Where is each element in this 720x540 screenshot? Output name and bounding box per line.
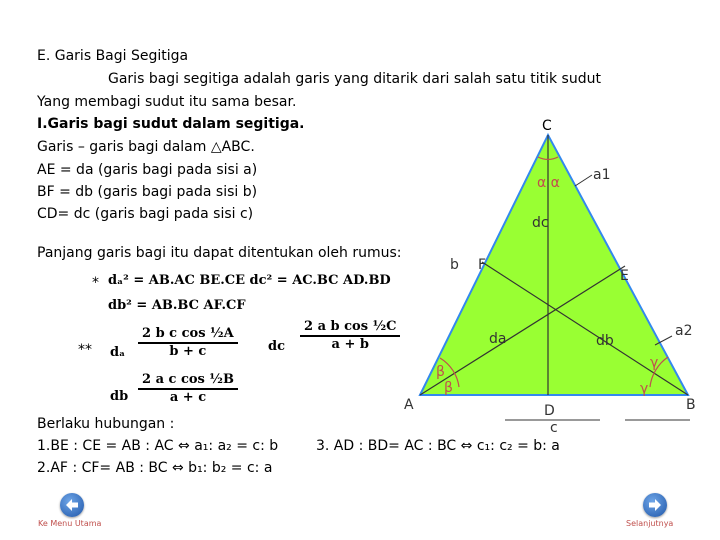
relation-2: 2.AF : CF= AB : BC ⇔ b₁: b₂ = c: a [37, 460, 273, 476]
description-line-4: CD= dc (garis bagi pada sisi c) [37, 206, 254, 222]
vertex-b-label: B [686, 397, 696, 413]
description-line-2: AE = da (garis bagi pada sisi a) [37, 162, 258, 178]
formula-star-1: * [92, 275, 99, 291]
formula-dc-numerator: 2 a b cos ½C [300, 319, 400, 337]
vertex-a-label: A [404, 397, 414, 413]
segment-b-label: b [450, 257, 459, 273]
angle-beta-label-2: β [444, 380, 453, 396]
formula-da-label: dₐ [110, 345, 126, 360]
bisector-dc-label: dc [532, 215, 549, 231]
vertex-c-label: C [542, 118, 552, 134]
formula-row-1: dₐ² = AB.AC BE.CE dc² = AC.BC AD.BD [108, 273, 391, 288]
definition-line-2: Yang membagi sudut itu sama besar. [37, 94, 297, 110]
side-a1-marker [575, 175, 592, 186]
formula-intro: Panjang garis bagi itu dapat ditentukan oleh rumus: [37, 245, 402, 261]
relation-1: 1.BE : CE = AB : AC ⇔ a₁: a₂ = c: b [37, 438, 279, 454]
triangle-abc [420, 135, 688, 395]
formula-da-numerator: 2 b c cos ½A [138, 326, 238, 344]
angle-gamma-label-1: γ [650, 355, 659, 371]
arrow-right-icon [643, 493, 667, 517]
formula-da-denominator: b + c [169, 344, 207, 359]
segment-a2-label: a2 [675, 323, 693, 339]
subsection-heading: I.Garis bagi sudut dalam segitiga. [37, 116, 305, 132]
segment-c-label: c [550, 420, 558, 436]
segment-a1-label: a1 [593, 167, 611, 183]
back-button[interactable] [60, 493, 84, 517]
definition-line-1: Garis bagi segitiga adalah garis yang ditarik dari salah satu titik sudut [108, 71, 601, 87]
angle-beta-label-1: β [436, 364, 445, 380]
formula-row-2: db² = AB.BC AF.CF [108, 298, 246, 313]
description-line-3: BF = db (garis bagi pada sisi b) [37, 184, 258, 200]
point-d-label: D [544, 403, 555, 419]
section-title: E. Garis Bagi Segitiga [37, 48, 189, 64]
relation-3: 3. AD : BD= AC : BC ⇔ c₁: c₂ = b: a [316, 438, 560, 454]
bisector-da-label: da [489, 331, 507, 347]
formula-star-2: ** [78, 342, 92, 358]
formula-dc-denominator: a + b [331, 337, 369, 352]
next-button[interactable] [643, 493, 667, 517]
arrow-left-icon [60, 493, 84, 517]
bisector-db-label: db [596, 333, 614, 349]
back-link[interactable]: Ke Menu Utama [38, 519, 102, 528]
angle-gamma-label-2: γ [640, 381, 649, 397]
point-e-label: E [620, 268, 629, 284]
angle-alpha-label: α α [537, 175, 560, 191]
formula-db-label: db [110, 389, 129, 404]
description-line-1: Garis – garis bagi dalam △ABC. [37, 139, 255, 155]
point-f-label: F [478, 257, 487, 273]
relations-heading: Berlaku hubungan : [37, 416, 175, 432]
formula-db-numerator: 2 a c cos ½B [138, 372, 238, 390]
formula-db-denominator: a + c [169, 390, 207, 405]
formula-dc-label: dc [268, 339, 286, 354]
next-link[interactable]: Selanjutnya [626, 519, 674, 528]
